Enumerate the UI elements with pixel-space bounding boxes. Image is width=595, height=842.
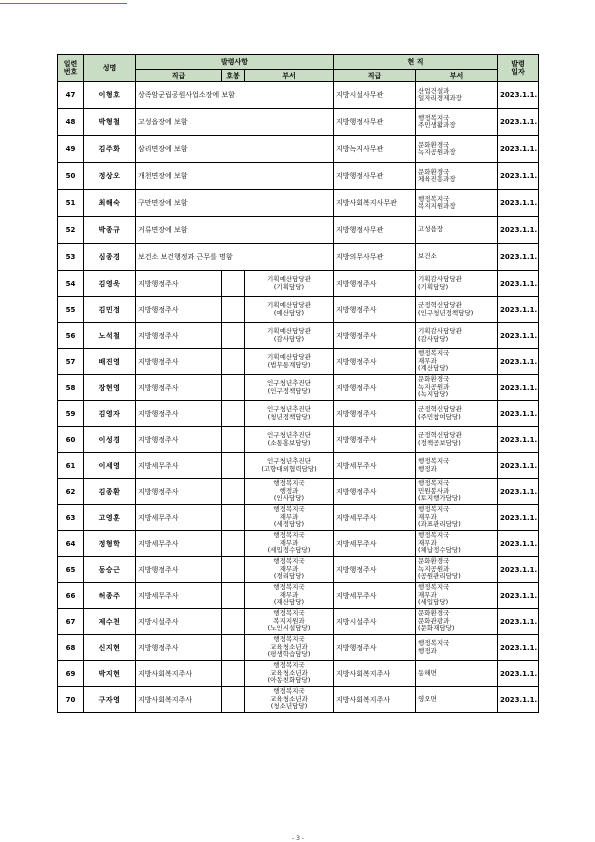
header-row-1	[58, 55, 539, 70]
current-dept: 행정복지국 재무과 (체납정수담당)	[416, 531, 498, 557]
appointment-grade: 지방세무주사	[136, 531, 222, 557]
table-row	[58, 163, 539, 190]
appointment-header: 발령사항	[136, 55, 334, 70]
table-row	[58, 82, 539, 109]
appointment-step	[222, 297, 245, 323]
appointment-step	[222, 323, 245, 349]
person-name: 박종규	[84, 217, 136, 244]
col-dept-header: 부서	[245, 70, 334, 82]
person-name: 최해숙	[84, 190, 136, 217]
table-row	[58, 244, 539, 271]
current-dept: 기획감사담당관 (감사담당)	[416, 323, 498, 349]
row-number: 62	[58, 479, 84, 505]
current-grade: 지방시설사무관	[334, 82, 416, 109]
table-row	[58, 687, 539, 713]
appointment-dept: 행정복지국 교육청소년과 (아동친화담당)	[245, 661, 334, 687]
current-grade: 지방행정주사	[334, 427, 416, 453]
appointment-note: 보건소 보건행정과 근무를 명함	[136, 244, 334, 271]
current-grade: 지방행정주사	[334, 557, 416, 583]
appointment-step	[222, 453, 245, 479]
person-name: 구자영	[84, 687, 136, 713]
current-dept: 문화환경국 문화관광과 (문화재담당)	[416, 609, 498, 635]
table-row	[58, 109, 539, 136]
appointment-note: 삼리면장에 보함	[136, 136, 334, 163]
appointment-dept: 기획예산담당관 (기획담당)	[245, 271, 334, 297]
appointment-step	[222, 635, 245, 661]
appointment-step	[222, 557, 245, 583]
current-grade: 지방세무주사	[334, 583, 416, 609]
table-row	[58, 427, 539, 453]
person-name: 김주화	[84, 136, 136, 163]
col-grade-header: 직급	[136, 70, 222, 82]
table-row	[58, 661, 539, 687]
appointment-dept: 행정복지국 교육청소년과 (평생학습담당)	[245, 635, 334, 661]
person-name: 심종경	[84, 244, 136, 271]
appointment-date: 2023.1.1.	[498, 635, 539, 661]
appointment-date: 2023.1.1.	[498, 82, 539, 109]
person-name: 노석철	[84, 323, 136, 349]
current-dept: 기획감사담당관 (기획담당)	[416, 271, 498, 297]
appointment-dept: 행정복지국 재무과 (세입정수담당)	[245, 531, 334, 557]
row-number: 70	[58, 687, 84, 713]
current-dept: 고성읍장	[416, 217, 498, 244]
appointment-date: 2023.1.1.	[498, 557, 539, 583]
current-grade: 지방행정주사	[334, 479, 416, 505]
person-name: 김민정	[84, 297, 136, 323]
row-number: 67	[58, 609, 84, 635]
appointment-grade: 지방세무주사	[136, 505, 222, 531]
current-grade: 지방세무주사	[334, 453, 416, 479]
appointment-date: 2023.1.1.	[498, 505, 539, 531]
table-row	[58, 453, 539, 479]
appointment-dept: 행정복지국 교육청소년과 (청소년담당)	[245, 687, 334, 713]
appointment-grade: 지방세무주사	[136, 583, 222, 609]
current-dept: 문화환경국 녹지공원과 (공원관리담당)	[416, 557, 498, 583]
appointment-date: 2023.1.1.	[498, 244, 539, 271]
appointment-step	[222, 661, 245, 687]
current-grade: 지방행정주사	[334, 349, 416, 375]
appointment-date: 2023.1.1.	[498, 323, 539, 349]
current-dept: 군정혁신담당관 (주민참여담당)	[416, 401, 498, 427]
row-number: 65	[58, 557, 84, 583]
appointment-date: 2023.1.1.	[498, 136, 539, 163]
appointment-date: 2023.1.1.	[498, 401, 539, 427]
appointment-dept: 기획예산담당관 (감사담당)	[245, 323, 334, 349]
current-dept: 행정복지국 복지지원과장	[416, 190, 498, 217]
current-dept: 문화환경국 녹지공원과장	[416, 136, 498, 163]
appointment-grade: 지방행정주사	[136, 401, 222, 427]
top-red-line	[0, 3, 127, 4]
person-name: 정형학	[84, 531, 136, 557]
current-dept: 문화환경국 체육진흥과장	[416, 163, 498, 190]
row-number: 53	[58, 244, 84, 271]
current-dept: 산업건설과 일자리경제과장	[416, 82, 498, 109]
row-number: 49	[58, 136, 84, 163]
row-number: 64	[58, 531, 84, 557]
appointment-dept: 인구청년추진단 (청년정책담당)	[245, 401, 334, 427]
row-number: 48	[58, 109, 84, 136]
current-grade: 지방사회복지주사	[334, 661, 416, 687]
appointment-note: 개천면장에 보함	[136, 163, 334, 190]
appointment-date: 2023.1.1.	[498, 479, 539, 505]
appointment-step	[222, 401, 245, 427]
person-name: 고영훈	[84, 505, 136, 531]
appointment-dept: 행정복지국 행정과 (인사담당)	[245, 479, 334, 505]
current-grade: 지방행정사무관	[334, 163, 416, 190]
appointment-date: 2023.1.1.	[498, 109, 539, 136]
person-name: 김영욱	[84, 271, 136, 297]
current-dept: 행정복지국 주민생활과장	[416, 109, 498, 136]
row-number: 56	[58, 323, 84, 349]
table-row	[58, 557, 539, 583]
appointment-date: 2023.1.1.	[498, 163, 539, 190]
table-row	[58, 190, 539, 217]
current-grade: 지방행정주사	[334, 375, 416, 401]
current-dept: 행정복지국 행정과	[416, 453, 498, 479]
appointment-step	[222, 271, 245, 297]
person-name: 이성경	[84, 427, 136, 453]
col-step-header: 호봉	[222, 70, 245, 82]
col-date-header: 발령 일자	[498, 55, 539, 82]
appointment-step	[222, 583, 245, 609]
appointment-note: 상족암군립공원사업소장에 보함	[136, 82, 334, 109]
appointment-note: 거류면장에 보함	[136, 217, 334, 244]
appointment-dept: 기획예산담당관 (예산담당)	[245, 297, 334, 323]
appointment-date: 2023.1.1.	[498, 190, 539, 217]
appointment-note: 구만면장에 보함	[136, 190, 334, 217]
appointment-grade: 지방시설주사	[136, 609, 222, 635]
current-grade: 지방행정주사	[334, 323, 416, 349]
col-no-header: 일련 번호	[58, 55, 84, 82]
table-row	[58, 217, 539, 244]
appointment-date: 2023.1.1.	[498, 661, 539, 687]
col-cur-grade-header: 직급	[334, 70, 416, 82]
person-name: 허종주	[84, 583, 136, 609]
row-number: 61	[58, 453, 84, 479]
table-row	[58, 401, 539, 427]
person-name: 배진영	[84, 349, 136, 375]
appointment-step	[222, 687, 245, 713]
appointment-grade: 지방사회복지주사	[136, 687, 222, 713]
person-name: 김영자	[84, 401, 136, 427]
appointment-date: 2023.1.1.	[498, 297, 539, 323]
col-cur-dept-header: 부서	[416, 70, 498, 82]
appointment-step	[222, 505, 245, 531]
person-name: 정상오	[84, 163, 136, 190]
appointment-date: 2023.1.1.	[498, 427, 539, 453]
current-dept: 문화환경국 녹지공원과 (녹지담당)	[416, 375, 498, 401]
appointment-dept: 인구청년추진단 (고향대외협력담당)	[245, 453, 334, 479]
row-number: 57	[58, 349, 84, 375]
current-grade: 지방녹지사무관	[334, 136, 416, 163]
appointment-dept: 행정복지국 복지지원과 (노인시설담당)	[245, 609, 334, 635]
appointment-date: 2023.1.1.	[498, 531, 539, 557]
current-dept: 영오면	[416, 687, 498, 713]
appointment-grade: 지방행정주사	[136, 297, 222, 323]
person-name: 제수천	[84, 609, 136, 635]
table-row	[58, 375, 539, 401]
appointment-date: 2023.1.1.	[498, 349, 539, 375]
appointment-step	[222, 479, 245, 505]
table-row	[58, 609, 539, 635]
current-grade: 지방행정주사	[334, 401, 416, 427]
appointment-date: 2023.1.1.	[498, 375, 539, 401]
appointment-dept: 행정복지국 재무과 (세정담당)	[245, 505, 334, 531]
appointment-date: 2023.1.1.	[498, 609, 539, 635]
table-row	[58, 479, 539, 505]
page-number: - 3 -	[292, 835, 304, 842]
appointment-grade: 지방행정주사	[136, 635, 222, 661]
table-row	[58, 271, 539, 297]
appointment-dept: 행정복지국 재무과 (재산담당)	[245, 583, 334, 609]
current-dept: 행정복지국 행정과	[416, 635, 498, 661]
appointment-note: 고성읍장에 보함	[136, 109, 334, 136]
appointment-grade: 지방사회복지주사	[136, 661, 222, 687]
appointment-dept: 기획예산담당관 (법무통계담당)	[245, 349, 334, 375]
appointment-grade: 지방행정주사	[136, 349, 222, 375]
appointment-date: 2023.1.1.	[498, 453, 539, 479]
person-name: 이세영	[84, 453, 136, 479]
appointment-date: 2023.1.1.	[498, 583, 539, 609]
appointment-dept: 인구청년추진단 (인구정책담당)	[245, 375, 334, 401]
current-dept: 군정혁신담당관 (인구청년정책담당)	[416, 297, 498, 323]
current-position-header: 현 직	[334, 55, 498, 70]
current-grade: 지방행정주사	[334, 271, 416, 297]
appointment-step	[222, 609, 245, 635]
table-body	[58, 82, 539, 713]
row-number: 63	[58, 505, 84, 531]
current-grade: 지방세무주사	[334, 531, 416, 557]
table-row	[58, 323, 539, 349]
current-grade: 지방행정주사	[334, 635, 416, 661]
current-grade: 지방세무주사	[334, 505, 416, 531]
row-number: 60	[58, 427, 84, 453]
appointment-dept: 행정복지국 재무과 (경리담당)	[245, 557, 334, 583]
person-name: 이형호	[84, 82, 136, 109]
person-name: 김종환	[84, 479, 136, 505]
row-number: 50	[58, 163, 84, 190]
current-grade: 지방행정주사	[334, 297, 416, 323]
col-name-header: 성명	[84, 55, 136, 82]
person-name: 동승근	[84, 557, 136, 583]
appointment-grade: 지방행정주사	[136, 427, 222, 453]
appointment-grade: 지방행정주사	[136, 375, 222, 401]
row-number: 55	[58, 297, 84, 323]
current-grade: 지방사회복지사무관	[334, 190, 416, 217]
current-dept: 행정복지국 민원봉사과 (토지행가담당)	[416, 479, 498, 505]
table-row	[58, 505, 539, 531]
table-row	[58, 297, 539, 323]
row-number: 58	[58, 375, 84, 401]
appointment-grade: 지방세무주사	[136, 453, 222, 479]
appointment-grade: 지방행정주사	[136, 323, 222, 349]
current-dept: 행정복지국 재무과 (과표관리담당)	[416, 505, 498, 531]
table-row	[58, 583, 539, 609]
table-row	[58, 136, 539, 163]
current-grade: 지방사회복지주사	[334, 687, 416, 713]
current-grade: 지방행정사무관	[334, 217, 416, 244]
person-name: 박지현	[84, 661, 136, 687]
personnel-table	[57, 54, 539, 713]
current-dept: 동해면	[416, 661, 498, 687]
current-dept: 행정복지국 재무과 (계산담당)	[416, 349, 498, 375]
person-name: 박형철	[84, 109, 136, 136]
appointment-step	[222, 531, 245, 557]
appointment-step	[222, 349, 245, 375]
row-number: 51	[58, 190, 84, 217]
appointment-grade: 지방행정주사	[136, 557, 222, 583]
current-dept: 보건소	[416, 244, 498, 271]
appointment-date: 2023.1.1.	[498, 217, 539, 244]
row-number: 47	[58, 82, 84, 109]
row-number: 68	[58, 635, 84, 661]
row-number: 54	[58, 271, 84, 297]
table-row	[58, 635, 539, 661]
person-name: 장현영	[84, 375, 136, 401]
appointment-date: 2023.1.1.	[498, 271, 539, 297]
current-grade: 지방시설주사	[334, 609, 416, 635]
table-row	[58, 349, 539, 375]
appointment-step	[222, 375, 245, 401]
current-dept: 군정혁신담당관 (정책공보담당)	[416, 427, 498, 453]
appointment-date: 2023.1.1.	[498, 687, 539, 713]
row-number: 59	[58, 401, 84, 427]
row-number: 66	[58, 583, 84, 609]
row-number: 52	[58, 217, 84, 244]
current-grade: 지방행정사무관	[334, 109, 416, 136]
appointment-dept: 인구청년추진단 (소통홍보담당)	[245, 427, 334, 453]
current-grade: 지방의무사무관	[334, 244, 416, 271]
appointment-step	[222, 427, 245, 453]
current-dept: 행정복지국 재무과 (세입담당)	[416, 583, 498, 609]
row-number: 69	[58, 661, 84, 687]
person-name: 신지현	[84, 635, 136, 661]
appointment-grade: 지방행정주사	[136, 271, 222, 297]
appointment-grade: 지방행정주사	[136, 479, 222, 505]
table-row	[58, 531, 539, 557]
